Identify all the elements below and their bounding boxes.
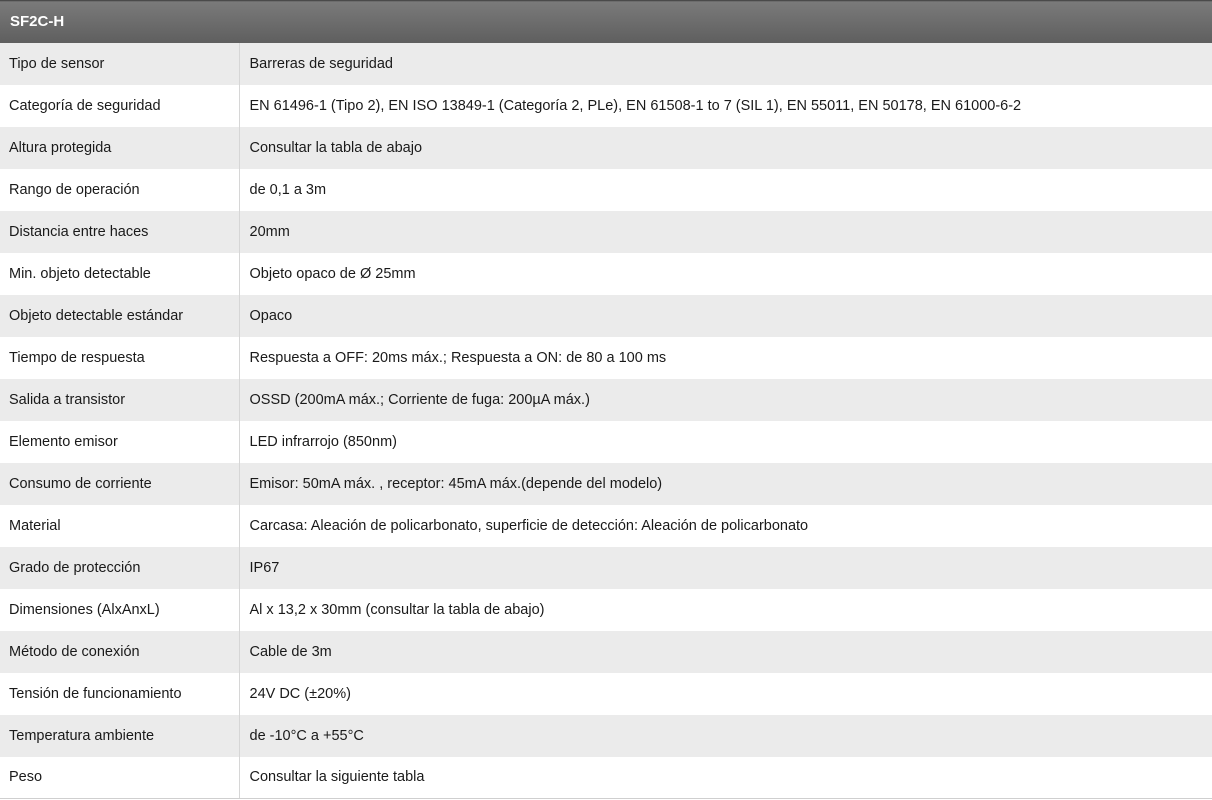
row-value: de -10°C a +55°C bbox=[239, 715, 1212, 757]
table-row bbox=[0, 673, 1212, 715]
row-value: 24V DC (±20%) bbox=[239, 673, 1212, 715]
row-label: Altura protegida bbox=[0, 127, 239, 169]
table-row bbox=[0, 379, 1212, 421]
row-value: Consultar la tabla de abajo bbox=[239, 127, 1212, 169]
row-label: Min. objeto detectable bbox=[0, 253, 239, 295]
row-label: Consumo de corriente bbox=[0, 463, 239, 505]
row-value: Al x 13,2 x 30mm (consultar la tabla de abajo) bbox=[239, 589, 1212, 631]
row-label: Peso bbox=[0, 757, 239, 799]
row-label: Dimensiones (AlxAnxL) bbox=[0, 589, 239, 631]
row-value: Emisor: 50mA máx. , receptor: 45mA máx.(depende del modelo) bbox=[239, 463, 1212, 505]
table-row bbox=[0, 85, 1212, 127]
table-title: SF2C-H bbox=[0, 1, 1212, 43]
row-value: 20mm bbox=[239, 211, 1212, 253]
row-value: Barreras de seguridad bbox=[239, 43, 1212, 85]
row-label: Categoría de seguridad bbox=[0, 85, 239, 127]
row-label: Tiempo de respuesta bbox=[0, 337, 239, 379]
row-value: EN 61496-1 (Tipo 2), EN ISO 13849-1 (Categoría 2, PLe), EN 61508-1 to 7 (SIL 1), EN 55011, EN 50178, EN 61000-6-2 bbox=[239, 85, 1212, 127]
table-row bbox=[0, 547, 1212, 589]
table-row bbox=[0, 757, 1212, 799]
row-label: Tensión de funcionamiento bbox=[0, 673, 239, 715]
row-label: Objeto detectable estándar bbox=[0, 295, 239, 337]
row-value: Consultar la siguiente tabla bbox=[239, 757, 1212, 799]
table-row bbox=[0, 715, 1212, 757]
row-label: Temperatura ambiente bbox=[0, 715, 239, 757]
table-row bbox=[0, 127, 1212, 169]
row-label: Material bbox=[0, 505, 239, 547]
row-value: Opaco bbox=[239, 295, 1212, 337]
row-value: Cable de 3m bbox=[239, 631, 1212, 673]
table-row bbox=[0, 211, 1212, 253]
table-row bbox=[0, 463, 1212, 505]
row-value: Respuesta a OFF: 20ms máx.; Respuesta a ON: de 80 a 100 ms bbox=[239, 337, 1212, 379]
row-label: Método de conexión bbox=[0, 631, 239, 673]
table-row bbox=[0, 505, 1212, 547]
row-label: Distancia entre haces bbox=[0, 211, 239, 253]
row-value: OSSD (200mA máx.; Corriente de fuga: 200µA máx.) bbox=[239, 379, 1212, 421]
row-value: IP67 bbox=[239, 547, 1212, 589]
table-row bbox=[0, 43, 1212, 85]
row-label: Salida a transistor bbox=[0, 379, 239, 421]
row-label: Elemento emisor bbox=[0, 421, 239, 463]
row-value: LED infrarrojo (850nm) bbox=[239, 421, 1212, 463]
row-value: Objeto opaco de Ø 25mm bbox=[239, 253, 1212, 295]
table-row bbox=[0, 589, 1212, 631]
table-row bbox=[0, 169, 1212, 211]
row-value: de 0,1 a 3m bbox=[239, 169, 1212, 211]
table-row bbox=[0, 253, 1212, 295]
row-value: Carcasa: Aleación de policarbonato, superficie de detección: Aleación de policarbonato bbox=[239, 505, 1212, 547]
table-row bbox=[0, 631, 1212, 673]
table-row bbox=[0, 421, 1212, 463]
table-row bbox=[0, 337, 1212, 379]
row-label: Tipo de sensor bbox=[0, 43, 239, 85]
table-row bbox=[0, 295, 1212, 337]
row-label: Grado de protección bbox=[0, 547, 239, 589]
row-label: Rango de operación bbox=[0, 169, 239, 211]
table-header-row bbox=[0, 1, 1212, 43]
table-body bbox=[0, 43, 1212, 799]
